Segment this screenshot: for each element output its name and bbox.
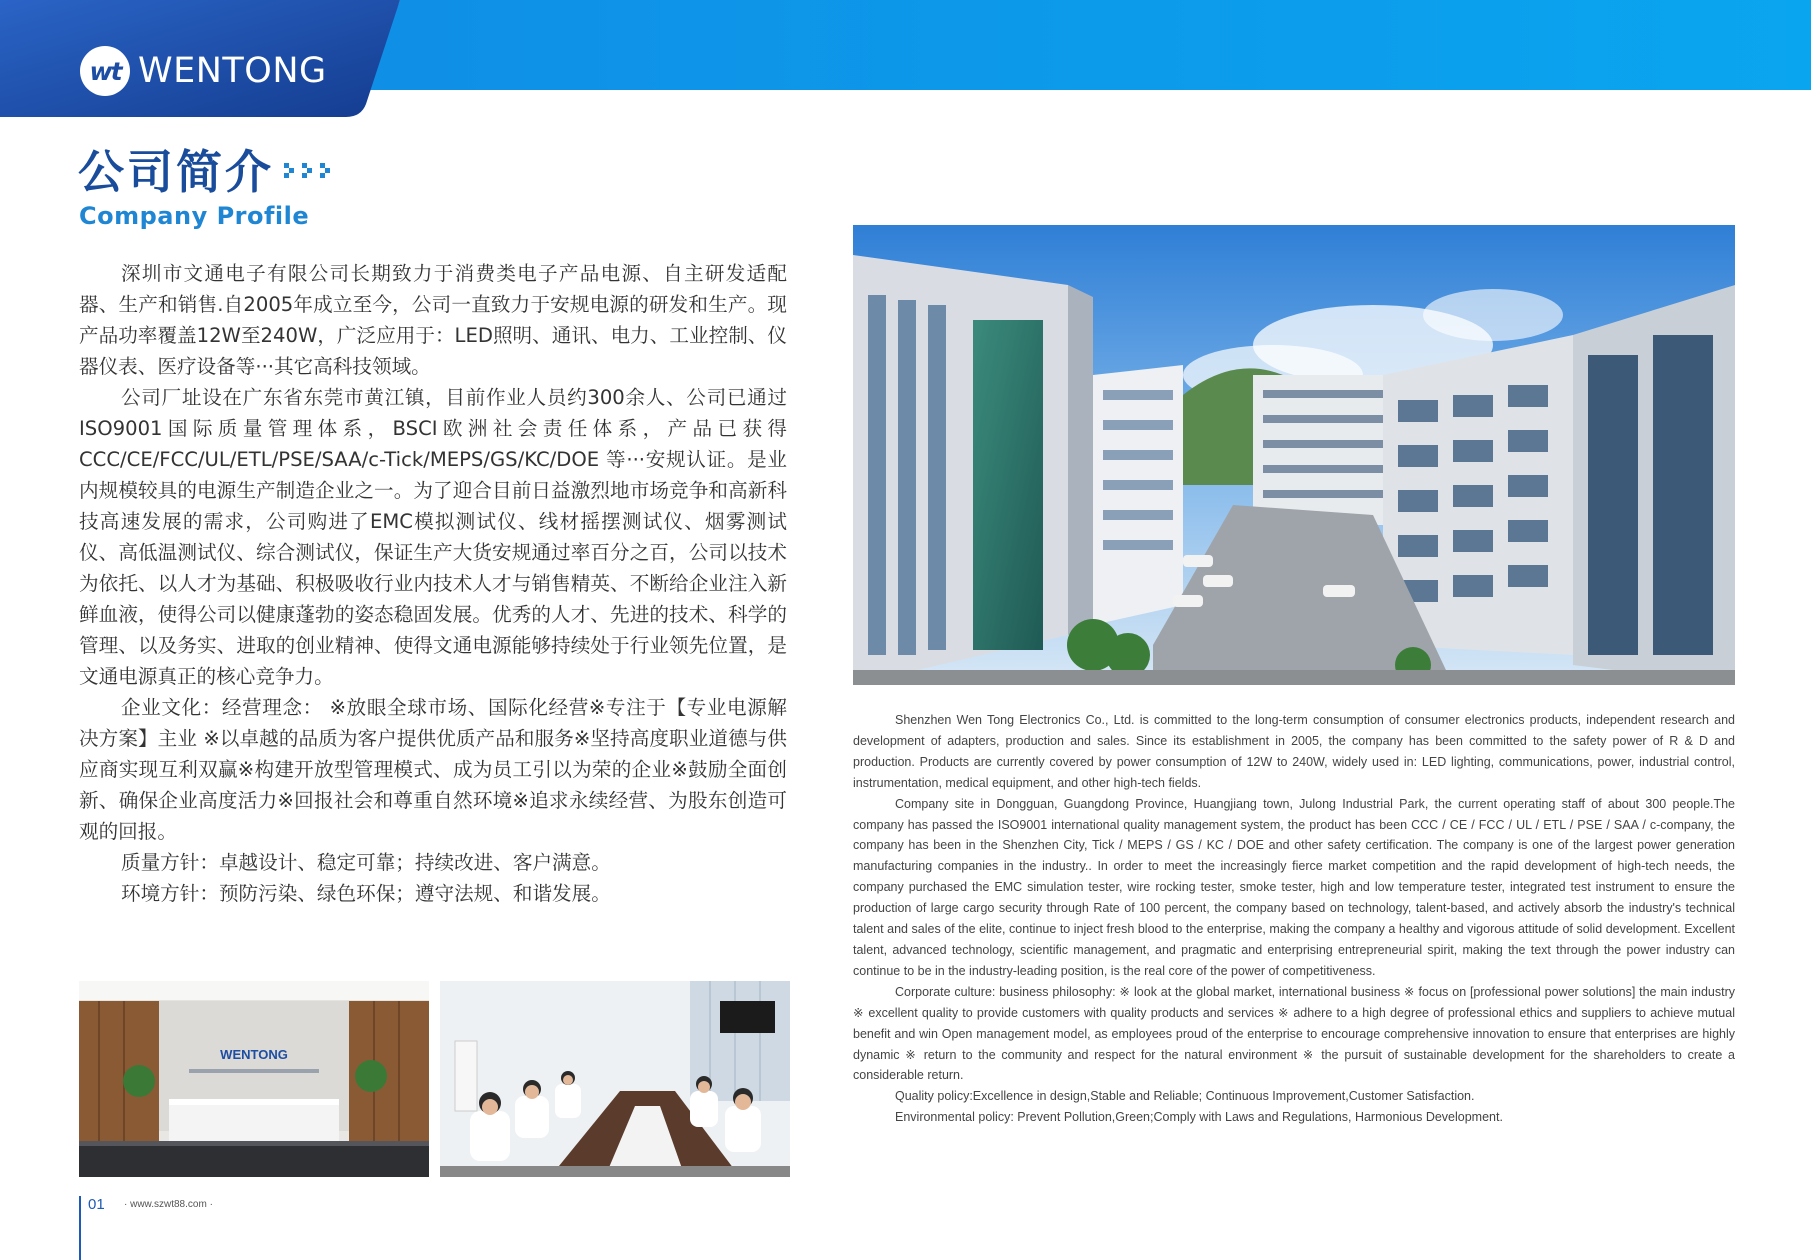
cn-paragraph-factory: 公司厂址设在广东省东莞市黄江镇，目前作业人员约300余人、公司已通过ISO9001国际质量管理体系，BSCI欧洲社会责任体系，产品已获得CCC/CE/FCC/UL/ETL/PSE/SAA/c-Tick/MEPS/GS/KC/DOE 等···安规认证。是业内规模较具的电源生产制造企业之一。为了迎合目前日益激烈地市场竞争和高新科技高速发展的需求，公司购进了EMC模拟测试仪、线材摇摆测试仪、烟雾测试仪、高低温测试仪、综合测试仪，保证生产大货安规通过率百分之百，公司以技术为依托、以人才为基础、积极吸收行业内技术人才与销售精英、不断给企业注入新鲜血液，使得公司以健康蓬勃的姿态稳固发展。优秀的人才、先进的技术、科学的管理、以及务实、进取的创业精神、使得文通电源能够持续处于行业领先位置，是文通电源真正的核心竞争力。 bbox=[79, 386, 787, 688]
logo-mark: wt bbox=[80, 46, 130, 96]
triple-chevron-right-icon bbox=[282, 158, 340, 188]
en-paragraph-culture: Corporate culture: business philosophy: ※ look at the global market, international business ※ focus on [professional power solutions] the main industry ※ excellent quality to provide customers with quality products and services ※ adhere to a high degree of professional ethics and suppliers to achieve mutual benefit and win Open management model, as employees proud of the enterprise to encourage comprehensive innovation to ensure that enterprises are highly dynamic ※ return to the community and respect for the natural environment ※ the pursuit of sustainable development for the shareholders to create a considerable return. bbox=[853, 984, 1735, 1083]
profile-text-en bbox=[853, 710, 1735, 1128]
page-header bbox=[0, 0, 1811, 118]
page-title-cn: 公司简介 bbox=[78, 145, 274, 199]
cn-paragraph-quality: 质量方针：卓越设计、稳定可靠；持续改进、客户满意。 bbox=[121, 851, 611, 874]
meeting-room-photo bbox=[440, 981, 790, 1177]
header-blue-stripe bbox=[367, 0, 1811, 90]
cn-paragraph-intro: 深圳市文通电子有限公司长期致力于消费类电子产品电源、自主研发适配器、生产和销售.自2005年成立至今，公司一直致力于安规电源的研发和生产。现产品功率覆盖12W至240W，广泛应用于：LED照明、通讯、电力、工业控制、仪器仪表、医疗设备等···其它高科技领域。 bbox=[79, 262, 787, 378]
logo-text: WENTONG bbox=[138, 51, 327, 91]
profile-text-cn bbox=[79, 258, 787, 909]
company-logo bbox=[80, 46, 327, 96]
page-number: 01 bbox=[88, 1196, 105, 1213]
en-paragraph-factory: Company site in Dongguan, Guangdong Province, Huangjiang town, Julong Industrial Park, the current operating staff of about 300 people.The company has passed the ISO9001 international quality management system, the product has been CCC / CE / FCC / UL / ETL / PSE / SAA / c-company, the company has been in the Shenzhen City, Tick / MEPS / GS / KC / DOE and other safety certification. The company is one of the largest power generation manufacturing companies in the industry.. In order to meet the increasingly fierce market competition and the rapid development of high-tech needs, the company purchased the EMC simulation tester, wire rocking tester, smoke tester, high and low temperature tester, integrated test instrument to ensure the production of large cargo security through Rate of 100 percent, the company based on technology, talent-based, and actively absorb the industry's technical talent and sales of the elite, continue to inject fresh blood to the enterprise, making the company a healthy and vigorous attitude of solid development. Excellent talent, advanced technology, scientific management, and pragmatic and enterprising entrepreneurial spirit, making the text through the power industry can continue to be in the industry-leading position, is the real core of the power of competitiveness. bbox=[853, 796, 1735, 978]
cn-paragraph-environment: 环境方针：预防污染、绿色环保；遵守法规、和谐发展。 bbox=[121, 882, 611, 905]
en-paragraph-quality: Quality policy:Excellence in design,Stable and Reliable; Continuous Improvement,Customer Satisfaction. bbox=[895, 1089, 1475, 1104]
cn-paragraph-culture: 企业文化：经营理念： ※放眼全球市场、国际化经营※专注于【专业电源解决方案】主业 ※以卓越的品质为客户提供优质产品和服务※坚持高度职业道德与供应商实现互利双赢※构建开放型管理模式、成为员工引以为荣的企业※鼓励全面创新、确保企业高度活力※回报社会和尊重自然环境※追求永续经营、为股东创造可观的回报。 bbox=[79, 696, 787, 843]
reception-sign: WENTONG bbox=[220, 1047, 288, 1062]
en-paragraph-intro: Shenzhen Wen Tong Electronics Co., Ltd. is committed to the long-term consumption of consumer electronics products, independent research and development of adapters, production and sales. Since its establishment in 2005, the company has been committed to the safety power of R & D and production. Products are currently covered by power consumption of 12W to 240W, widely used in: LED lighting, communications, power, industrial control, instrumentation, medical equipment, and other high-tech fields. bbox=[853, 713, 1735, 790]
factory-building-photo bbox=[853, 225, 1735, 685]
reception-desk-photo bbox=[79, 981, 429, 1177]
website-link[interactable]: · www.szwt88.com · bbox=[124, 1199, 213, 1210]
en-paragraph-environment: Environmental policy: Prevent Pollution,Green;Comply with Laws and Regulations, Harmonious Development. bbox=[895, 1110, 1503, 1125]
page-title-en: Company Profile bbox=[79, 202, 310, 230]
footer-divider bbox=[79, 1196, 81, 1260]
